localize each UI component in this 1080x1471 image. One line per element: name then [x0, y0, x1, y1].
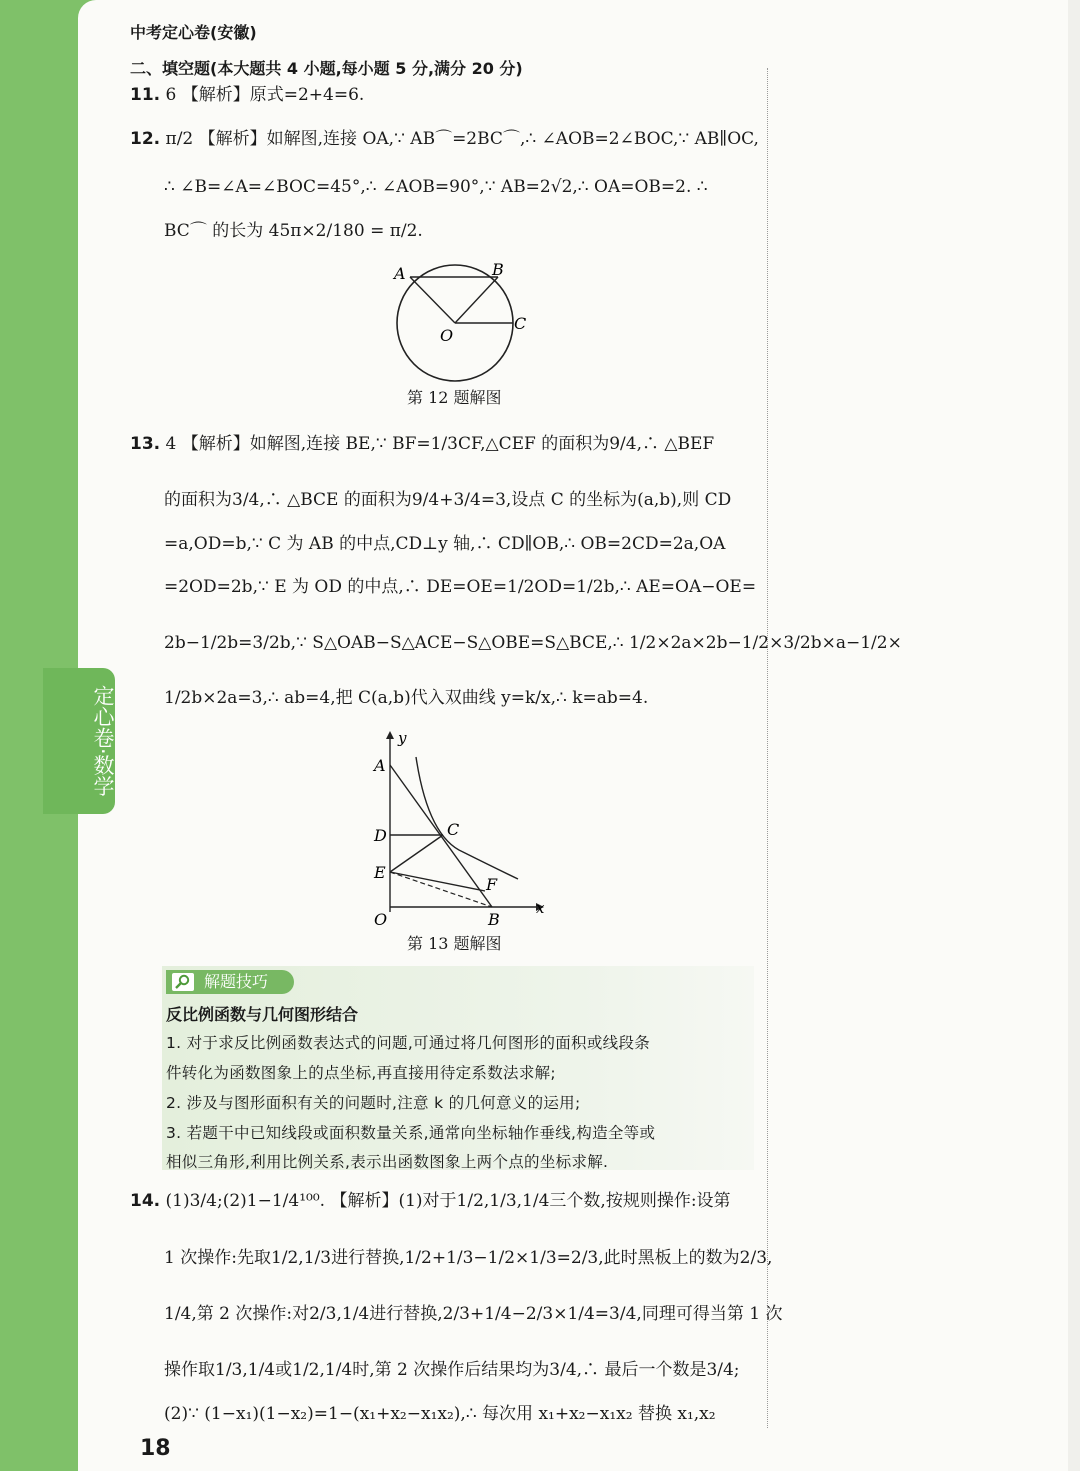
label-o: O — [440, 326, 454, 345]
answer-line: 1 次操作:先取1/2,1/3进行替换,1/2+1/3−1/2×1/3=2/3,此时黑板上的数为2/3, — [164, 1248, 773, 1268]
answer-line: 6 【解析】原式=2+4=6. — [165, 85, 365, 105]
answer-line: =2OD=2b,∵ E 为 OD 的中点,∴ DE=OE=1/2OD=1/2b,∴ AE=OA−OE= — [164, 577, 757, 597]
answer-line: π/2 【解析】如解图,连接 OA,∵ AB⌒=2BC⌒,∴ ∠AOB=2∠BOC,∵ AB∥OC, — [165, 129, 759, 149]
figure-13-caption: 第 13 题解图 — [407, 934, 502, 953]
page-header: 中考定心卷(安徽) — [130, 23, 257, 42]
tip-badge-label: 解题技巧 — [204, 972, 269, 991]
tip-line: 3. 若题干中已知线段或面积数量关系,通常向坐标轴作垂线,构造全等或 — [166, 1124, 656, 1142]
figure-12-caption: 第 12 题解图 — [407, 388, 502, 407]
side-tab: 定心卷·数学 — [43, 668, 115, 814]
figure-13 — [368, 727, 558, 932]
tip-line: 1. 对于求反比例函数表达式的问题,可通过将几何图形的面积或线段条 — [166, 1034, 651, 1052]
answer-line: 的面积为3/4,∴ △BCE 的面积为9/4+3/4=3,设点 C 的坐标为(a,b),则 CD — [164, 490, 732, 510]
label-x: x — [536, 899, 545, 917]
answer-line: =a,OD=b,∵ C 为 AB 的中点,CD⊥y 轴,∴ CD∥OB,∴ OB=2CD=2a,OA — [164, 534, 726, 554]
tip-line: 2. 涉及与图形面积有关的问题时,注意 k 的几何意义的运用; — [166, 1094, 581, 1112]
label-d: D — [374, 826, 387, 845]
magnifier-icon — [172, 973, 194, 991]
tip-badge — [166, 970, 294, 994]
label-b: B — [492, 260, 504, 279]
answer-line: ∴ ∠B=∠A=∠BOC=45°,∴ ∠AOB=90°,∵ AB=2√2,∴ OA=OB=2. ∴ — [164, 177, 708, 197]
answer-line: (1)3/4;(2)1−1/4¹⁰⁰. 【解析】(1)对于1/2,1/3,1/4三个数,按规则操作:设第 — [165, 1191, 731, 1211]
answer-line: 1/2b×2a=3,∴ ab=4,把 C(a,b)代入双曲线 y=k/x,∴ k=ab=4. — [164, 688, 649, 708]
question-number: 12. — [130, 129, 161, 149]
section-title: 二、填空题(本大题共 4 小题,每小题 5 分,满分 20 分) — [130, 59, 523, 78]
label-a: A — [394, 264, 406, 283]
question-number: 11. — [130, 85, 161, 105]
figure-12 — [380, 255, 540, 385]
tip-line: 件转化为函数图象上的点坐标,再直接用待定系数法求解; — [166, 1064, 556, 1082]
label-f: F — [486, 875, 498, 894]
tip-line: 相似三角形,利用比例关系,表示出函数图象上两个点的坐标求解. — [166, 1153, 609, 1171]
answer-line: 操作取1/3,1/4或1/2,1/4时,第 2 次操作后结果均为3/4,∴ 最后一个数是3/4; — [164, 1360, 740, 1380]
question-12 — [130, 128, 759, 150]
answer-line: (2)∵ (1−x₁)(1−x₂)=1−(x₁+x₂−x₁x₂),∴ 每次用 x₁+x₂−x₁x₂ 替换 x₁,x₂ — [164, 1404, 716, 1424]
answer-line: 1/4,第 2 次操作:对2/3,1/4进行替换,2/3+1/4−2/3×1/4=3/4,同理可得当第 1 次 — [164, 1304, 783, 1324]
column-rule — [767, 68, 768, 1428]
question-14 — [130, 1190, 731, 1212]
page-edge — [1068, 0, 1080, 1471]
label-e: E — [374, 863, 386, 882]
label-b: B — [488, 910, 500, 929]
answer-line: 4 【解析】如解图,连接 BE,∵ BF=1/3CF,△CEF 的面积为9/4,∴ △BEF — [165, 434, 715, 454]
label-o: O — [374, 910, 388, 929]
label-c: C — [447, 820, 460, 839]
question-number: 13. — [130, 434, 161, 454]
page-number: 18 — [140, 1436, 171, 1461]
question-13 — [130, 433, 714, 455]
label-a: A — [374, 756, 386, 775]
label-c: C — [514, 314, 527, 333]
tip-title: 反比例函数与几何图形结合 — [166, 1005, 359, 1024]
label-y: y — [398, 729, 407, 747]
answer-line: 2b−1/2b=3/2b,∵ S△OAB−S△ACE−S△OBE=S△BCE,∴ 1/2×2a×2b−1/2×3/2b×a−1/2× — [164, 633, 902, 653]
answer-line: BC⌒ 的长为 45π×2/180 = π/2. — [164, 221, 423, 241]
question-number: 14. — [130, 1191, 161, 1211]
question-11 — [130, 84, 364, 106]
